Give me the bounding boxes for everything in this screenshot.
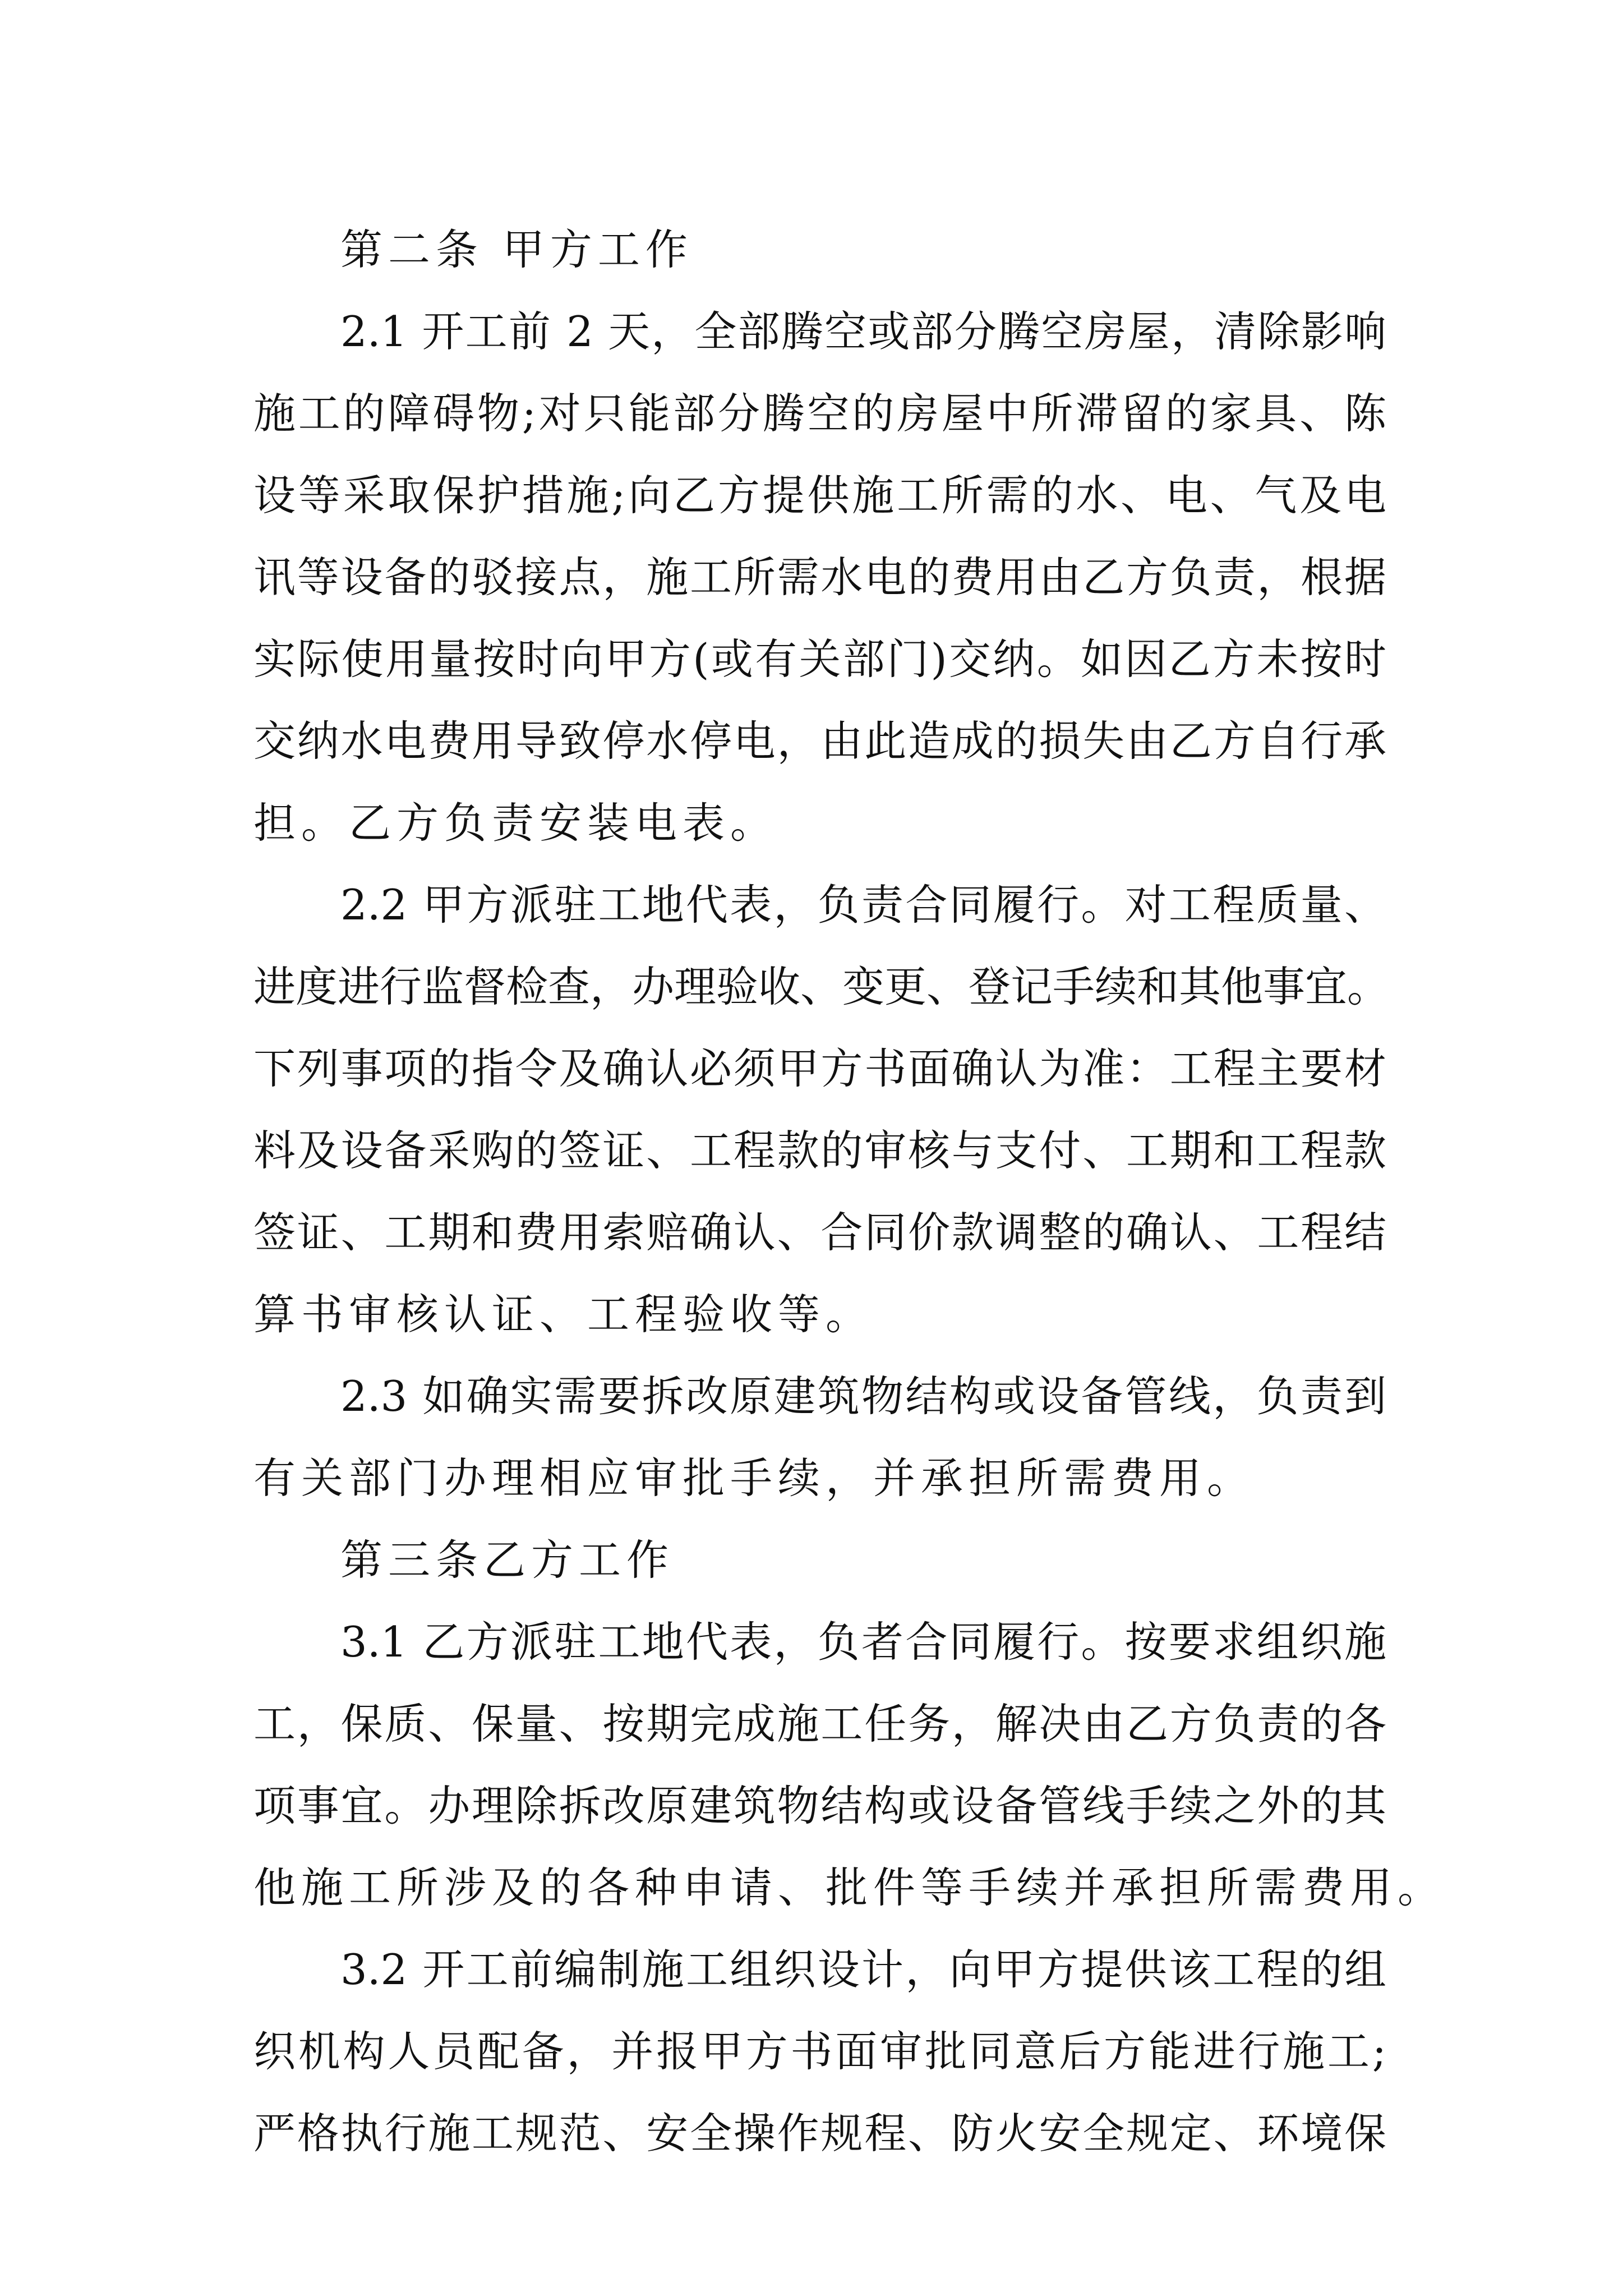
clause-2-3-line: 有关部门办理相应审批手续，并承担所需费用。 (253, 1453, 1255, 1503)
clause-2-2-line: 2.2 甲方派驻工地代表，负责合同履行。对工程质量、 (340, 880, 1386, 930)
clause-3-1-line: 工，保质、保量、按期完成施工任务，解决由乙方负责的各 (253, 1699, 1386, 1749)
article-2-heading: 第二条 甲方工作 (340, 225, 693, 274)
clause-3-1-line: 项事宜。办理除拆改原建筑物结构或设备管线手续之外的其 (253, 1781, 1386, 1830)
clause-2-2-line: 签证、工期和费用索赔确认、合同价款调整的确认、工程结 (253, 1208, 1386, 1257)
clause-2-1-line: 实际使用量按时向甲方(或有关部门)交纳。如因乙方未按时 (253, 634, 1386, 684)
article-3-heading: 第三条乙方工作 (340, 1535, 675, 1585)
clause-2-1-line: 2.1 开工前 2 天，全部腾空或部分腾空房屋，清除影响 (340, 307, 1386, 356)
clause-2-1-line: 讯等设备的驳接点，施工所需水电的费用由乙方负责，根据 (253, 553, 1386, 602)
clause-3-1-line: 他施工所涉及的各种申请、批件等手续并承担所需费用。 (253, 1863, 1446, 1912)
clause-3-2-line: 严格执行施工规范、安全操作规程、防火安全规定、环境保 (253, 2109, 1386, 2158)
clause-3-2-line: 3.2 开工前编制施工组织设计，向甲方提供该工程的组 (340, 1945, 1386, 1994)
clause-2-1-line: 担。乙方负责安装电表。 (253, 798, 778, 848)
clause-2-1-line: 交纳水电费用导致停水停电，由此造成的损失由乙方自行承 (253, 716, 1386, 766)
clause-2-2-line: 下列事项的指令及确认必须甲方书面确认为准：工程主要材 (253, 1044, 1386, 1093)
clause-2-1-line: 设等采取保护措施;向乙方提供施工所需的水、电、气及电 (253, 471, 1386, 520)
clause-2-1-line: 施工的障碍物;对只能部分腾空的房屋中所滞留的家具、陈 (253, 389, 1386, 438)
clause-2-2-line: 料及设备采购的签证、工程款的审核与支付、工期和工程款 (253, 1126, 1386, 1175)
document-body (253, 209, 1446, 2174)
clause-3-2-line: 织机构人员配备，并报甲方书面审批同意后方能进行施工; (253, 2027, 1386, 2076)
clause-2-3-line: 2.3 如确实需要拆改原建筑物结构或设备管线，负责到 (340, 1372, 1386, 1421)
clause-2-2-line: 进度进行监督检查，办理验收、变更、登记手续和其他事宜。 (253, 962, 1390, 1011)
clause-2-2-line: 算书审核认证、工程验收等。 (253, 1290, 874, 1339)
clause-3-1-line: 3.1 乙方派驻工地代表，负者合同履行。按要求组织施 (340, 1617, 1386, 1667)
